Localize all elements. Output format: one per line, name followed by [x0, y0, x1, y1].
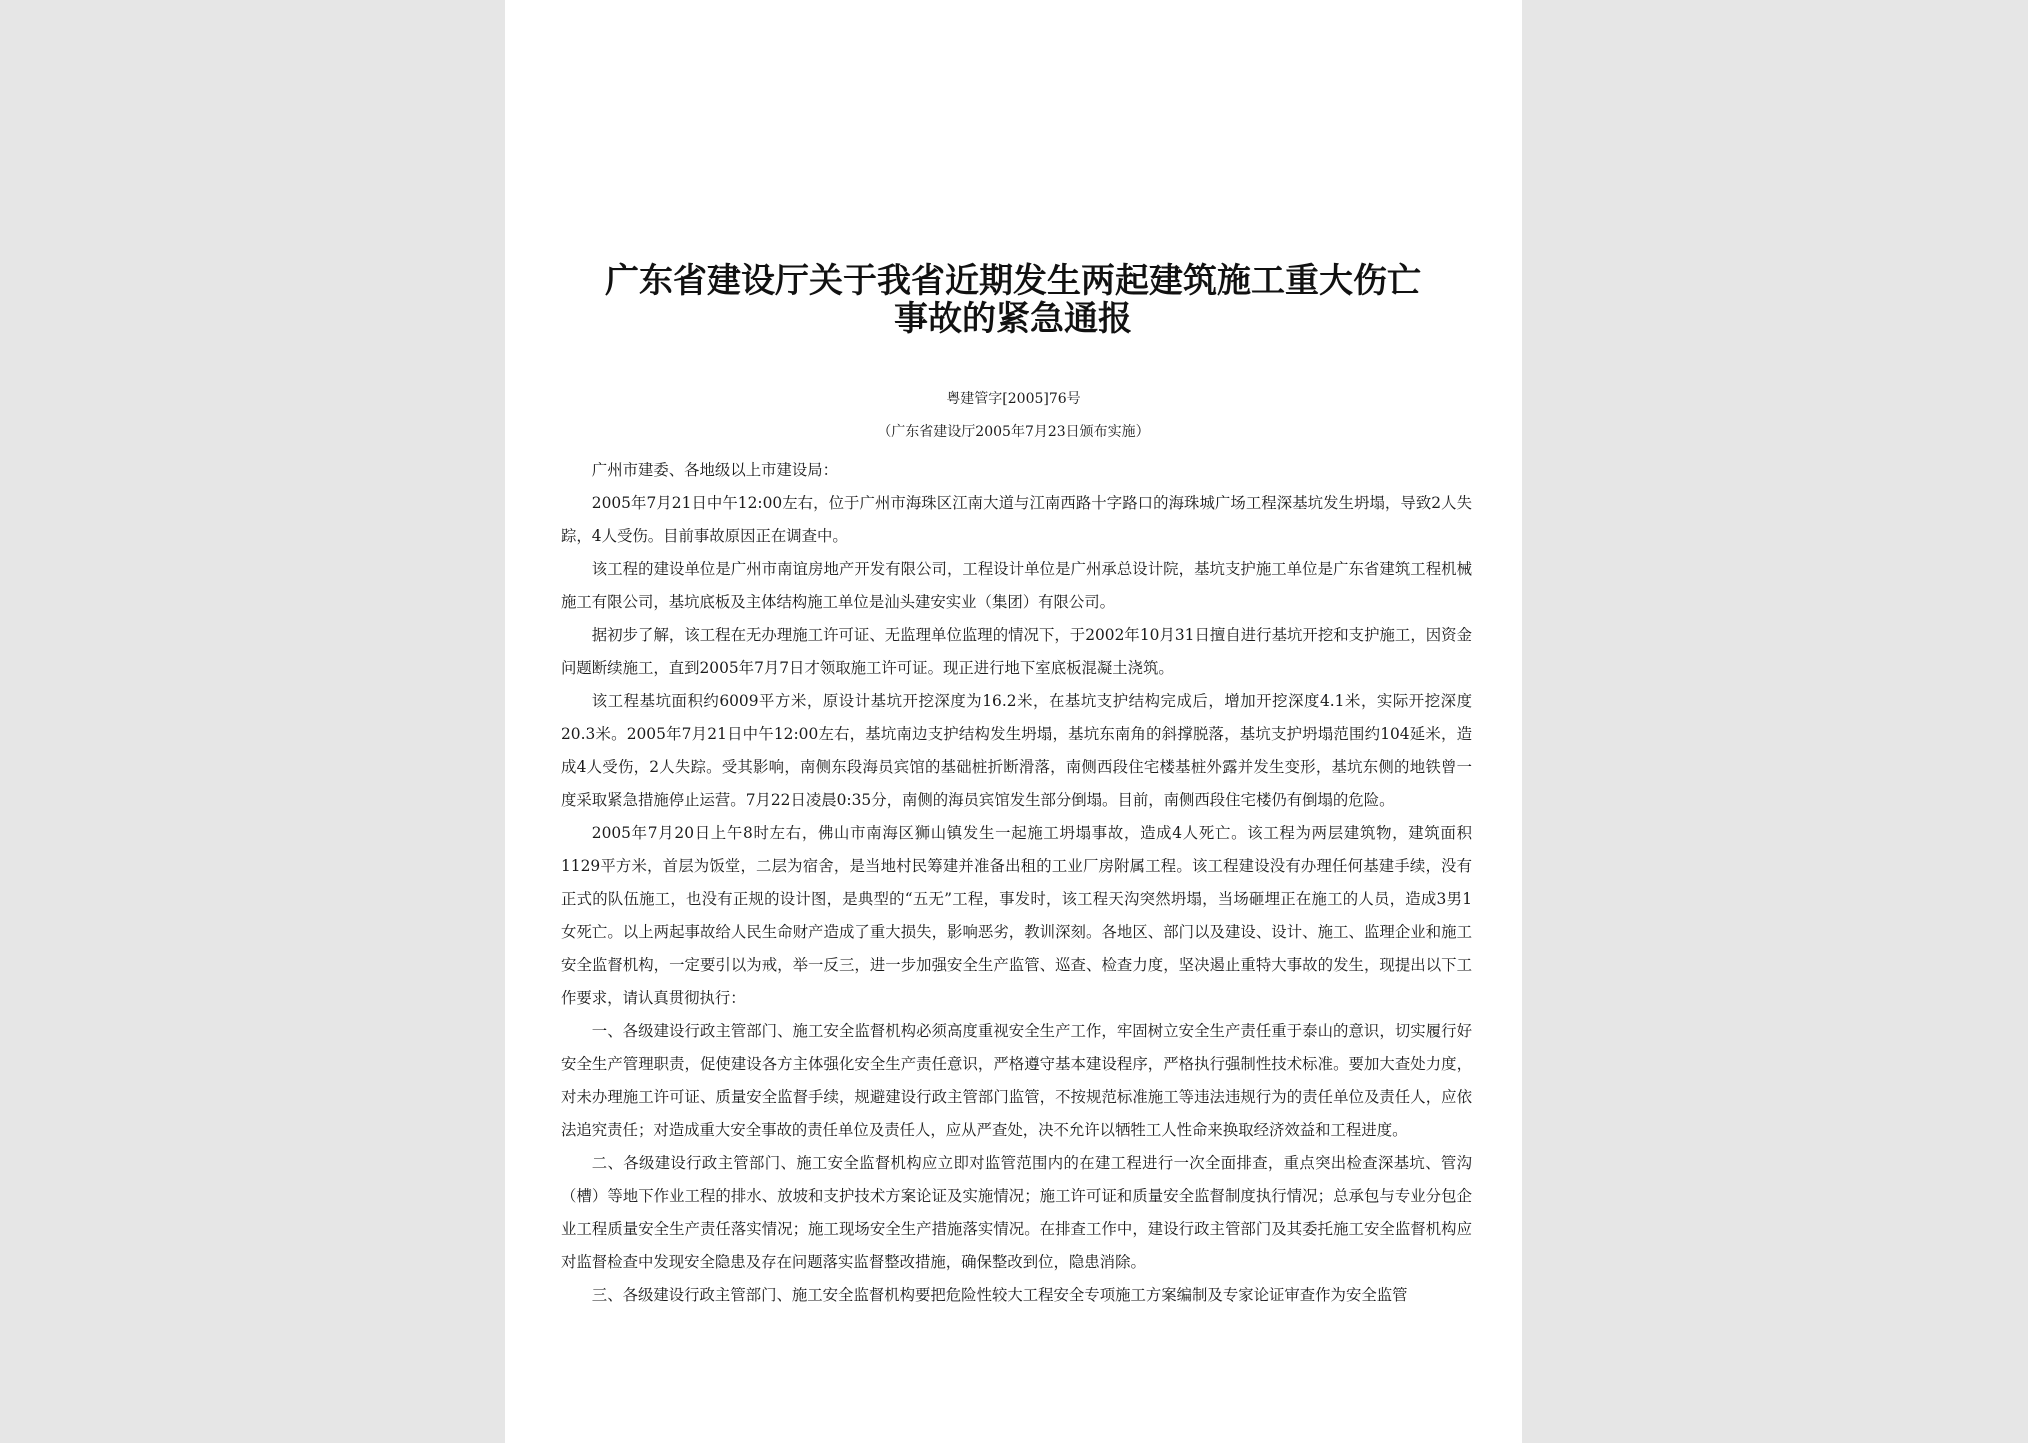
body-paragraph: 三、各级建设行政主管部门、施工安全监督机构要把危险性较大工程安全专项施工方案编制及专家论证审查作为安全监管 — [591, 1286, 1408, 1304]
body-paragraph: 该工程基坑面积约6009平方米，原设计基坑开挖深度为16.2米，在基坑支护结构完成后，增加开挖深度4.1米，实际开挖深度20.3米。2005年7月21日中午12:00左右，基坑南边支护结构发生坍塌，基坑东南角的斜撑脱落，基坑支护坍塌范围约104延米，造成4人受伤，2人失踪。受其影响，南侧东段海员宾馆的基础桩折断滑落，南侧西段住宅楼基桩外露并发生变形，基坑东侧的地铁曾一度采取紧急措施停止运营。7月22日凌晨0:35分，南侧的海员宾馆发生部分倒塌。目前，南侧西段住宅楼仍有倒塌的危险。 — [561, 692, 1472, 809]
body-paragraph: 2005年7月20日上午8时左右，佛山市南海区狮山镇发生一起施工坍塌事故，造成4人死亡。该工程为两层建筑物，建筑面积1129平方米，首层为饭堂，二层为宿舍，是当地村民筹建并准备出租的工业厂房附属工程。该工程建设没有办理任何基建手续，没有正式的队伍施工，也没有正规的设计图，是典型的“五无”工程，事发时，该工程天沟突然坍塌，当场砸埋正在施工的人员，造成3男1女死亡。以上两起事故给人民生命财产造成了重大损失，影响恶劣，教训深刻。各地区、部门以及建设、设计、施工、监理企业和施工安全监督机构，一定要引以为戒，举一反三，进一步加强安全生产监管、巡查、检查力度，坚决遏止重特大事故的发生，现提出以下工作要求，请认真贯彻执行： — [561, 824, 1472, 1007]
document-title: 广东省建设厅关于我省近期发生两起建筑施工重大伤亡事故的紧急通报 — [605, 261, 1421, 339]
document-page — [505, 0, 1522, 1443]
body-paragraph: 据初步了解，该工程在无办理施工许可证、无监理单位监理的情况下，于2002年10月31日擅自进行基坑开挖和支护施工，因资金问题断续施工，直到2005年7月7日才领取施工许可证。现正进行地下室底板混凝土浇筑。 — [561, 626, 1472, 677]
document-body — [561, 454, 1472, 1312]
issue-note: （广东省建设厅2005年7月23日颁布实施） — [877, 424, 1150, 440]
body-paragraph: 二、各级建设行政主管部门、施工安全监督机构应立即对监管范围内的在建工程进行一次全面排查，重点突出检查深基坑、管沟（槽）等地下作业工程的排水、放坡和支护技术方案论证及实施情况；施工许可证和质量安全监督制度执行情况；总承包与专业分包企业工程质量安全生产责任落实情况；施工现场安全生产措施落实情况。在排查工作中，建设行政主管部门及其委托施工安全监督机构应对监督检查中发现安全隐患及存在问题落实监督整改措施，确保整改到位，隐患消除。 — [561, 1154, 1472, 1271]
body-paragraph: 一、各级建设行政主管部门、施工安全监督机构必须高度重视安全生产工作，牢固树立安全生产责任重于泰山的意识，切实履行好安全生产管理职责，促使建设各方主体强化安全生产责任意识，严格遵守基本建设程序，严格执行强制性技术标准。要加大查处力度，对未办理施工许可证、质量安全监督手续，规避建设行政主管部门监管，不按规范标准施工等违法违规行为的责任单位及责任人，应依法追究责任；对造成重大安全事故的责任单位及责任人，应从严查处，决不允许以牺牲工人性命来换取经济效益和工程进度。 — [561, 1022, 1472, 1139]
salutation: 广州市建委、各地级以上市建设局： — [591, 461, 839, 479]
document-number: 粤建管字[2005]76号 — [946, 391, 1081, 407]
body-paragraph: 该工程的建设单位是广州市南谊房地产开发有限公司，工程设计单位是广州承总设计院，基坑支护施工单位是广东省建筑工程机械施工有限公司，基坑底板及主体结构施工单位是汕头建安实业（集团）有限公司。 — [561, 560, 1472, 611]
body-paragraph: 2005年7月21日中午12:00左右，位于广州市海珠区江南大道与江南西路十字路口的海珠城广场工程深基坑发生坍塌，导致2人失踪，4人受伤。目前事故原因正在调查中。 — [561, 494, 1472, 545]
